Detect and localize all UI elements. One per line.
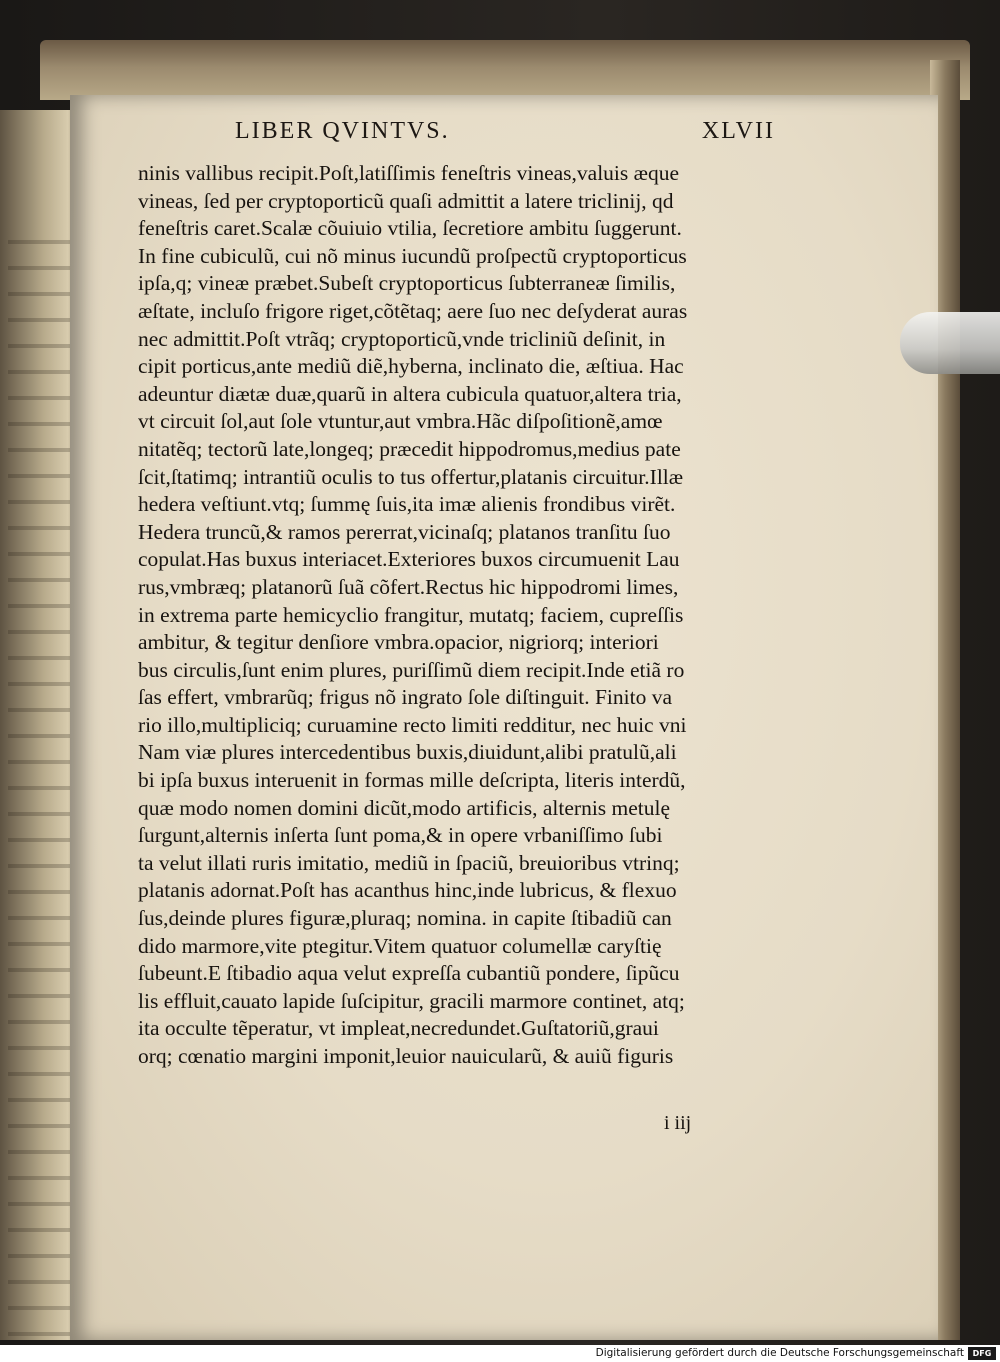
page-clip	[900, 312, 1000, 374]
text-line: copulat.Has buxus interiacet.Exteriores buxos circumuenit Lau	[138, 547, 680, 572]
text-line: bus circulis,ſunt enim plures, puriſſimũ diem recipit.Inde etiã ro	[138, 657, 685, 682]
signature-mark: i iij	[664, 1112, 692, 1134]
page-header	[235, 118, 775, 154]
text-line: ſurgunt,alternis inſerta ſunt poma,& in opere vrbaniſſimo ſubi	[138, 823, 663, 848]
text-line: ta velut illati ruris imitatio, mediũ in ſpaciũ, breuioribus vtrinq;	[138, 850, 680, 875]
text-line: feneſtris caret.Scalæ cõuiuio vtilia, ſecretiore ambitu ſuggerunt.	[138, 216, 682, 241]
text-line: Nam viæ plures intercedentibus buxis,diuidunt,alibi pratulũ,ali	[138, 740, 677, 765]
text-line: ambitur, & tegitur denſiore vmbra.opacior, nigriorq; interiori	[138, 630, 659, 655]
book-top-edge	[40, 40, 970, 100]
text-line: orq; cœnatio margini imponit,leuior nauicularũ, & auiũ figuris	[138, 1044, 674, 1068]
text-line: ninis vallibus recipit.Poſt,latiſſimis feneſtris vineas,valuis æque	[138, 161, 680, 185]
dfg-logo: DFG	[968, 1347, 996, 1360]
text-line: ita occulte tẽperatur, vt impleat,necredundet.Guſtatoriũ,graui	[138, 1016, 659, 1041]
text-line: cipit porticus,ante mediũ diẽ,hyberna, inclinato die, æſtiua. Hac	[138, 354, 684, 379]
digitization-footer	[0, 1345, 1000, 1362]
text-line: platanis adornat.Poſt has acanthus hinc,inde lubricus, & flexuo	[138, 878, 677, 903]
text-line: Hedera truncũ,& ramos pererrat,vicinaſq; platanos tranſitu ſuo	[138, 519, 671, 544]
text-line: dido marmore,vite ptegitur.Vitem quatuor columellæ caryſtię	[138, 933, 662, 958]
text-line: hedera veſtiunt.vtq; ſummę ſuis,ita imæ alienis frondibus virẽt.	[138, 492, 676, 517]
text-line: æſtate, incluſo frigore riget,cõtẽtaq; aere ſuo nec deſyderat auras	[138, 298, 688, 323]
text-line: adeuntur diætæ duæ,quarũ in altera cubicula quatuor,altera tria,	[138, 381, 682, 406]
text-line: rio illo,multipliciq; curuamine recto limiti redditur, nec huic vni	[138, 712, 687, 737]
text-line: vineas, ſed per cryptoporticũ quaſi admittit a latere triclinij, qd	[138, 188, 674, 213]
text-line: ſubeunt.E ſtibadio aqua velut expreſſa cubantiũ pondere, ſipũcu	[138, 961, 680, 986]
running-title: LIBER QVINTVS.	[235, 118, 450, 144]
text-line: vt circuit ſol,aut ſole vtuntur,aut vmbra.Hãc diſpoſitionẽ,amœ	[138, 409, 663, 434]
footer-credit: Digitalisierung gefördert durch die Deutsche Forschungsgemeinschaft	[595, 1347, 964, 1359]
text-line: in extrema parte hemicyclio frangitur, mutatq; faciem, cupreſſis	[138, 602, 684, 627]
text-line: lis effluit,cauato lapide ſuſcipitur, gracili marmore continet, atq;	[138, 988, 685, 1013]
text-line: In fine cubiculũ, cui nõ minus iucundũ proſpectũ cryptoporticus	[138, 243, 687, 268]
text-line: ipſa,q; vineæ præbet.Subeſt cryptoporticus ſubterraneæ ſimilis,	[138, 271, 676, 296]
text-line: rus,vmbræq; platanorũ ſuã cõfert.Rectus hic hippodromi limes,	[138, 574, 679, 599]
text-line: quæ modo nomen domini dicũt,modo artificis, alternis metulę	[138, 795, 671, 820]
text-line: ſcit,ſtatimq; intrantiũ oculis to tus offertur,platanis circuitur.Illæ	[138, 464, 684, 489]
text-line: nitatẽq; tectorũ late,longeq; præcedit hippodromus,medius pate	[138, 436, 681, 461]
facing-page-edge	[0, 110, 80, 1340]
text-line: nec admittit.Poſt vtrãq; cryptoporticũ,vnde tricliniũ deſinit, in	[138, 326, 666, 351]
facing-page-text-bleed	[8, 240, 70, 1360]
text-line: ſus,deinde plures figuræ,pluraq; nomina. in capite ſtibadiũ can	[138, 906, 672, 931]
body-text	[138, 160, 778, 1071]
text-line: bi ipſa buxus interuenit in formas mille deſcripta, literis interdũ,	[138, 768, 686, 793]
folio-number: XLVII	[701, 118, 775, 144]
text-line: ſas effert, vmbrarũq; frigus nõ ingrato ſole diſtinguit. Finito va	[138, 685, 673, 710]
